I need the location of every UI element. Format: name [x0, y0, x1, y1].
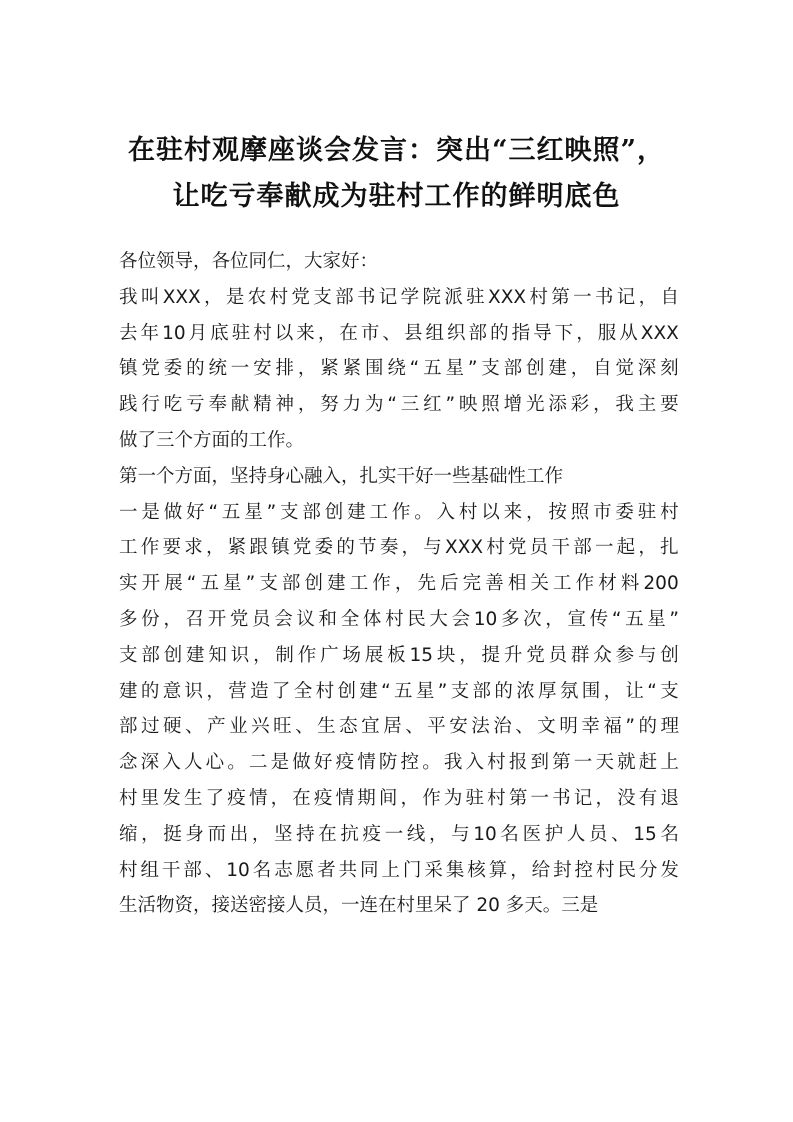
body-line: 村 里 发 生 了 疫 情 ， 在 疫 情 期 间 ， 作 为 驻 村 第 一 书 记 ， 没 有 退 — [119, 788, 679, 809]
document-title-line-1: 在驻村观摩座谈会发言：突出“三红映照”， — [127, 135, 666, 166]
body-line: 各位领导，各位同仁，大家好： — [119, 251, 379, 272]
body-line: 建 的 意 识 ， 营 造 了 全 村 创 建 “ 五 星 ” 支 部 的 浓 厚 氛 围 ， 让 “ 支 — [119, 680, 679, 702]
body-line: 去 年 10 月 底 驻 村 以 来 ， 在 市 、 县 组 织 部 的 指 导 下 ， 服 从 XXX — [119, 322, 679, 344]
body-line: 镇 党 委 的 统 一 安 排 ， 紧 紧 围 绕 “ 五 星 ” 支 部 创 建 ， 自 觉 深 刻 — [119, 358, 679, 380]
body-line: 我 叫 XXX ， 是 农 村 党 支 部 书 记 学 院 派 驻 XXX 村 第 一 书 记 ， 自 — [119, 286, 679, 308]
body-line: 部 过 硬 、 产 业 兴 旺 、 生 态 宜 居 、 平 安 法 治 、 文 明 幸 福 ” 的 理 — [119, 716, 679, 738]
body-line: 工 作 要 求 ， 紧 跟 镇 党 委 的 节 奏 ， 与 XXX 村 党 员 干 部 一 起 ， 扎 — [119, 537, 679, 559]
body-line: 缩 ， 挺 身 而 出 ， 坚 持 在 抗 疫 一 线 ， 与 10 名 医 护 人 员 、 15 名 — [119, 823, 679, 845]
body-line: 一 是 做 好 “ 五 星 ” 支 部 创 建 工 作 。 入 村 以 来 ， 按 照 市 委 驻 村 — [119, 501, 679, 523]
body-line: 村 组 干 部 、 10 名 志 愿 者 共 同 上 门 采 集 核 算 ， 给 封 控 村 民 分 发 — [119, 859, 679, 881]
body-line: 第一个方面，坚持身心融入，扎实干好一些基础性工作 — [119, 465, 564, 487]
body-line: 做了三个方面的工作。 — [119, 430, 305, 451]
document-body — [119, 250, 679, 930]
document-title-line-2: 让吃亏奉献成为驻村工作的鲜明底色 — [172, 181, 621, 212]
body-line: 念 深 入 人 心 。 二 是 做 好 疫 情 防 控 。 我 入 村 报 到 第 一 天 就 赶 上 — [119, 752, 679, 774]
body-line: 实 开 展 “ 五 星 ” 支 部 创 建 工 作 ， 先 后 完 善 相 关 工 作 材 料 200 — [119, 573, 679, 595]
body-line: 多 份 ， 召 开 党 员 会 议 和 全 体 村 民 大 会 10 多 次 ， 宣 传 “ 五 星 ” — [119, 609, 679, 630]
body-line: 支 部 创 建 知 识 ， 制 作 广 场 展 板 15 块 ， 提 升 党 员 群 众 参 与 创 — [119, 644, 679, 666]
body-line: 生活物资，接送密接人员，一连在村里呆了 20 多天。三是 — [119, 895, 599, 917]
body-line: 践 行 吃 亏 奉 献 精 神 ， 努 力 为 “ 三 红 ” 映 照 增 光 添 彩 ， 我 主 要 — [119, 394, 679, 416]
